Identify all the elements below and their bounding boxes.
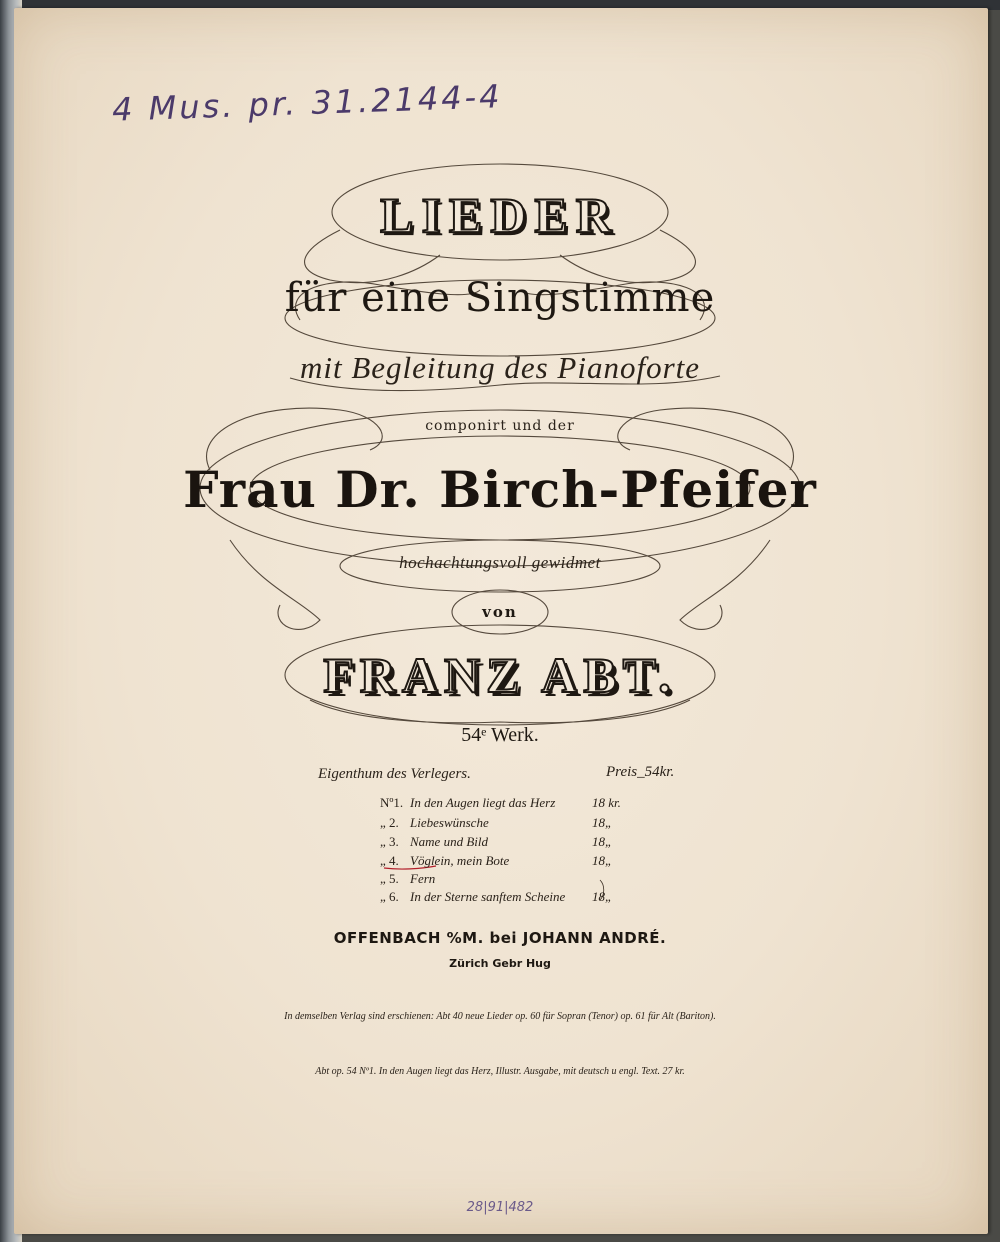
song-price: 18„ [592, 889, 613, 904]
publisher-property-note: Eigenthum des Verlegers. [318, 766, 471, 782]
total-price: Preis_54kr. [606, 764, 675, 780]
list-item [380, 834, 640, 854]
song-title: Vöglein, mein Bote [410, 853, 510, 868]
song-price: 18„ [592, 815, 613, 830]
accession-number: 28|91|482 [466, 1200, 534, 1215]
agent-imprint: Zürich Gebr Hug [449, 957, 551, 970]
song-title: Liebeswünsche [410, 815, 489, 830]
song-number: „ 3. [380, 834, 399, 849]
subtitle-piano: mit Begleitung des Pianoforte [299, 350, 701, 385]
list-item [380, 815, 640, 835]
song-title: Fern [410, 871, 436, 886]
song-price: 18„ [592, 834, 613, 849]
von-line: von [482, 603, 518, 621]
song-number: „ 5. [380, 871, 399, 886]
subtitle-voice: für eine Singstimme [284, 275, 716, 321]
publisher-imprint: OFFENBACH %M. bei JOHANN ANDRÉ. [333, 929, 667, 947]
song-number: „ 2. [380, 815, 399, 830]
composed-line: componirt und der [425, 418, 575, 434]
song-title: Name und Bild [410, 834, 488, 849]
song-title: In den Augen liegt das Herz [410, 795, 556, 810]
opus-number: 54ᵉ Werk. [461, 724, 539, 746]
list-item [380, 853, 640, 873]
page-title: LIEDER [380, 187, 620, 243]
song-price: 18„ [592, 853, 613, 868]
song-number: „ 4. [380, 853, 399, 868]
advertisement-line: Abt op. 54 Nº1. In den Augen liegt das Herz, Illustr. Ausgabe, mit deutsch u engl. Text. 27 kr. [315, 1066, 685, 1077]
song-number: Nº1. [380, 795, 404, 810]
dedication-line: hochachtungsvoll gewidmet [399, 553, 601, 572]
library-shelfmark: 4 Mus. pr. 31.2144-4 [111, 77, 504, 129]
list-item [380, 795, 640, 815]
song-price: 18 kr. [592, 795, 621, 810]
dedicatee-name: Frau Dr. Birch-Pfeifer [183, 460, 817, 519]
composer-name: FRANZ ABT. [323, 647, 677, 703]
song-title: In der Sterne sanftem Scheine [410, 889, 566, 904]
advertisement-line: In demselben Verlag sind erschienen: Abt 40 neue Lieder op. 60 für Sopran (Tenor) op. 61 für Alt (Bariton). [284, 1011, 716, 1022]
list-item [380, 889, 640, 909]
song-number: „ 6. [380, 889, 399, 904]
list-item [380, 871, 640, 891]
